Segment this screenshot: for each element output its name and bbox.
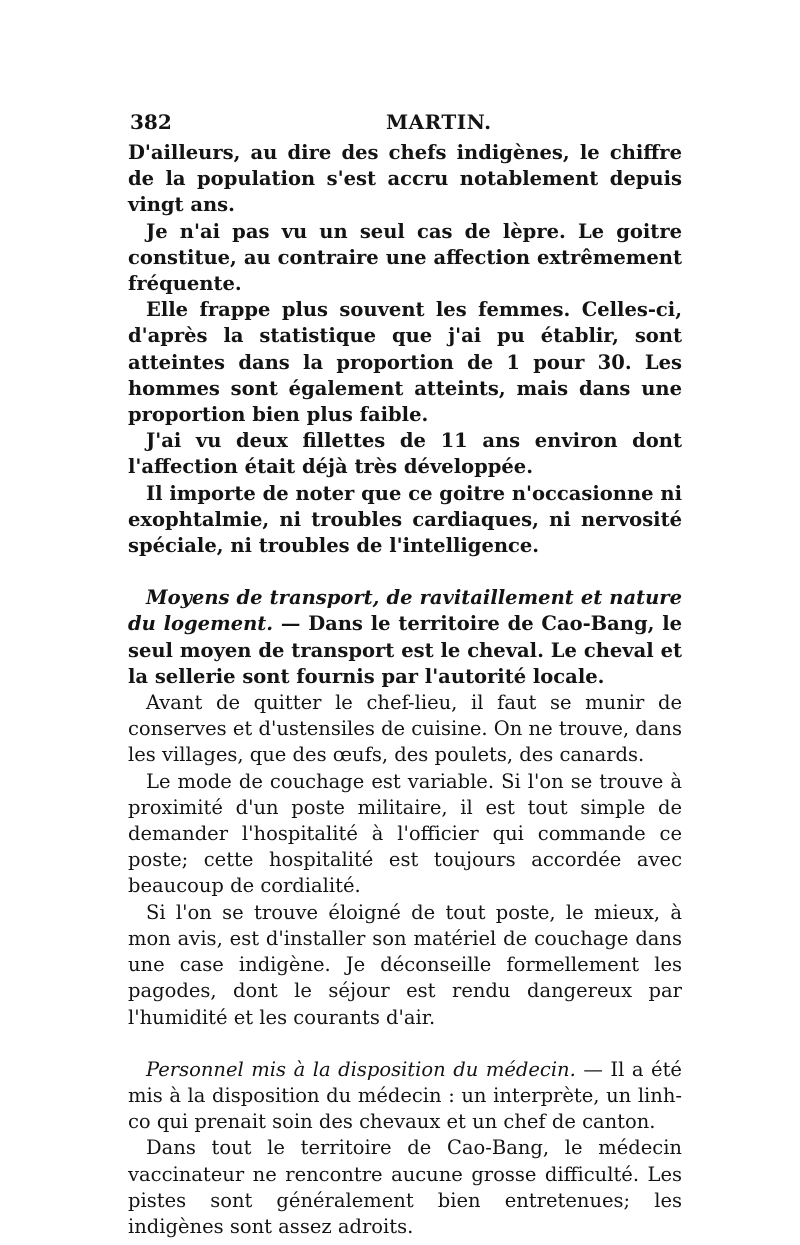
heading-dash: —: [273, 612, 309, 636]
section-heading-transport: Moyens de transport, de ravitaillement et nature du logement.: [128, 586, 682, 636]
section-heading-personnel: Personnel mis à la disposition du médecin.: [146, 1057, 576, 1081]
paragraph-population: D'ailleurs, au dire des chefs indigènes, le chiffre de la population s'est accru notablement depuis vingt ans.: [128, 141, 682, 217]
paragraph-conserves: Avant de quitter le chef-lieu, il faut se munir de conserves et d'ustensiles de cuisine. On ne trouve, dans les villages, que des œufs, des poulets, des canards.: [128, 691, 682, 767]
running-title: MARTIN.: [386, 110, 492, 134]
paragraph-case-indigene: Si l'on se trouve éloigné de tout poste, le mieux, à mon avis, est d'installer son matériel de couchage dans une case indigène. Je déconseille formellement les pagodes, dont le séjour est rendu dangereux par l'humidité et les courants d'air.: [128, 900, 682, 1029]
paragraph-personnel-lead: [128, 1057, 682, 1136]
paragraph-lepre-goitre: Je n'ai pas vu un seul cas de lèpre. Le goitre constitue, au contraire une affection extrêmement fréquente.: [128, 219, 682, 296]
paragraph-fillettes: J'ai vu deux fillettes de 11 ans environ dont l'affection était déjà très développée.: [128, 429, 682, 479]
paragraph-pistes: Dans tout le territoire de Cao-Bang, le médecin vaccinateur ne rencontre aucune grosse difficulté. Les pistes sont généralement bien entretenues; les indigènes sont assez adroits.: [128, 1136, 682, 1238]
paragraph-couchage: Le mode de couchage est variable. Si l'on se trouve à proximité d'un poste militaire, il est tout simple de demander l'hospitalité à l'officier qui commande ce poste; cette hospitalité est toujours accordée avec beaucoup de cordialité.: [128, 769, 682, 898]
book-page: [128, 110, 682, 1240]
paragraph-transport-lead: [128, 585, 682, 690]
section-gap: [128, 1031, 682, 1057]
running-head: [128, 110, 682, 140]
section-gap: [128, 559, 682, 585]
personnel-lead-text: Il a été mis à la disposition du médecin : un interprète, un linh-co qui prenait soin des chevaux et un chef de canton.: [128, 1057, 682, 1134]
paragraph-exophtalmie: Il importe de noter que ce goitre n'occasionne ni exophtalmie, ni troubles cardiaques, ni nervosité spéciale, ni troubles de l'intelligence.: [128, 481, 682, 558]
heading-dash: —: [575, 1057, 611, 1081]
transport-lead-text: Dans le territoire de Cao-Bang, le seul moyen de transport est le cheval. Le cheval et la sellerie sont fournis par l'autorité locale.: [128, 612, 683, 688]
paragraph-statistique: Elle frappe plus souvent les femmes. Celles-ci, d'après la statistique que j'ai pu établir, sont atteintes dans la proportion de 1 pour 30. Les hommes sont également atteints, mais dans une proportion bien plus faible.: [128, 298, 682, 427]
page-number: 382: [130, 110, 172, 134]
